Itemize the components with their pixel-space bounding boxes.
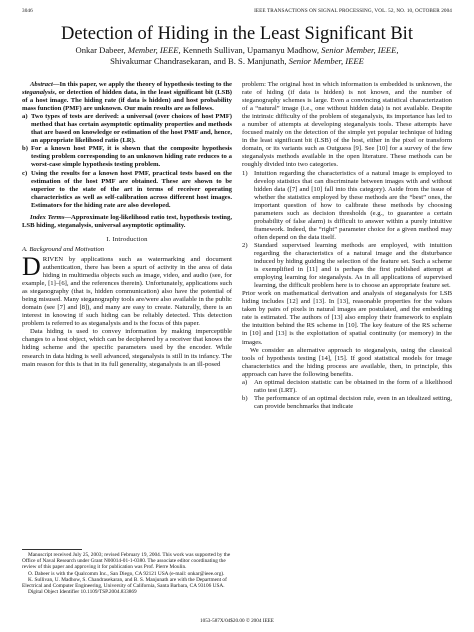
list-item: b) For a known host PMF, it is shown that the composite hypothesis testing problem corresponding to an unknown hiding rate reduces to a worst-case simple hypothesis testing problem. — [22, 145, 232, 169]
journal-name: IEEE TRANSACTIONS ON SIGNAL PROCESSING, VOL. 52, NO. 10, OCTOBER 2004 — [254, 8, 452, 14]
author-line-1: Onkar Dabeer, Member, IEEE, Kenneth Sullivan, Upamanyu Madhow, Senior Member, IEEE, — [75, 45, 399, 55]
author-line-2: Shivakumar Chandrasekaran, and B. S. Manjunath, Senior Member, IEEE — [110, 55, 364, 66]
footnote-line: Digital Object Identifier 10.1109/TSP.2004.833869 — [28, 589, 137, 596]
running-header — [22, 8, 452, 16]
category-list — [242, 170, 452, 291]
list-item: 1) Intuition regarding the characteristics of a natural image is employed to develop statistics that can discriminate between images with and without hidden data ([7] and [10] fall into this category). Aside from the issue of whether the statistics employed by these methods are the “best” ones, the important question of how to calibrate these methods by choosing parameters such as decision thresholds (e.g., to guarantee a certain probability of false alarm) is difficult to answer within a purely intuitive framework. Indeed, the “right” parameter choice for a given method may often depend on the data itself. — [242, 169, 452, 241]
paper-title: Detection of Hiding in the Least Significant Bit — [61, 24, 413, 44]
footnote-rule — [22, 549, 82, 550]
right-paragraph-3: We consider an alternative approach to steganalysis, using the classical tools of hypothesis testing [14], [15]. If good statistical models for image characteristics and the hiding process are available, then, in principle, this approach can have the following benefits. — [242, 346, 452, 378]
dropcap: D — [22, 251, 41, 281]
intro-paragraph-2: Data hiding is used to convey information by making imperceptible changes to a host object, which can be deciphered by a receiver that knows the hiding scheme and the specific parameters used by the encoder. While research in data hiding is well advanced, steganalysis is still in its infancy. The main reason for this is that in its full generality, steganalysis is an ill-posed — [22, 328, 232, 368]
copyright-line: 1053-587X/04$20.00 © 2004 IEEE — [200, 618, 274, 624]
list-item: b) The performance of an optimal decision rule, even in an idealized setting, can provide benchmarks that indicate — [242, 394, 452, 410]
index-terms: Index Terms—Approximate log-likelihood ratio test, hypothesis testing, LSB hiding, steganalysis, universal asymptotic optimality. — [22, 213, 232, 229]
subsection-title: A. Background and Motivation — [22, 245, 105, 253]
benefits-list — [242, 379, 452, 411]
author-block — [30, 45, 444, 66]
footnote-line: Manuscript received July 25, 2003; revised February 19, 2004. This work was supported by the Office of Naval Research under Grant N00014-01-1-0380. The associate editor coordinating the review of this paper and approving it for publication was Prof. Pierre Moulin. — [22, 552, 231, 571]
right-paragraph-1: problem: The original host in which information is embedded is unknown, the rate of hiding (if data is hidden) is not known, and the number of steganography schemes is large. Even a convincing statistical characterization of a “natural” image (i.e., one without hidden data) is not available. Despite the intrinsic difficulty of the problem of steganalysis, its importance has led to a number of attempts at developing steganalysis tools. These attempts have focused mainly on the detection of the simple yet popular technique of hiding in the least significant bit (LSB) of the host, either in the pixel or transform domain, or its variants such as Outguess [9]. See [10] for a survey of the few steganalysis methods available in the open literature. These methods can be roughly divided into two categories. — [242, 81, 452, 169]
list-item: a) An optimal decision statistic can be obtained in the form of a likelihood ratio test (LRT). — [242, 378, 452, 394]
list-item: c) Using the results for a known host PMF, practical tests based on the estimation of the host PMF are obtained. These are shown to be superior to the state of the art in terms of receiver operating characteristics as well as self-calibration across different host images. Estimators for the hiding rate are also developed. — [22, 169, 232, 209]
list-item: 2) Standard supervised learning methods are employed, with intuition regarding the characteristics of a natural image and the disturbance induced by hiding guiding the selection of the feature set. Such a scheme is exemplified in [11] and is perhaps the first published attempt at employing learning for steganalysis. As in all applications of supervised learning, the difficult problem here is to choose an appropriate feature set. — [242, 241, 452, 290]
footnote-line: O. Dabeer is with the Qualcomm Inc., San Diego, CA 92121 USA (e-mail: onkar@ieee.org). — [28, 570, 225, 577]
page-number: 3046 — [22, 8, 33, 14]
footnote-line: K. Sullivan, U. Madhow, S. Chandrasekaran, and B. S. Manjunath are with the Department of Electrical and Computer Engineering, University of California, Santa Barbara, CA 93106 USA. — [22, 576, 227, 590]
list-item: a) Two types of tests are derived: a universal (over choices of host PMF) method that has certain asymptotic optimality properties and methods that are based on knowledge or estimation of the host PMF and, hence, an appropriate likelihood ratio (LR). — [22, 113, 232, 145]
left-column — [22, 81, 232, 369]
abstract-results-list — [22, 113, 232, 210]
footnote — [22, 552, 232, 595]
right-paragraph-2: Prior work on mathematical derivation and analysis of steganalysis for LSB hiding includes [12] and [13]. In [13], reasonable properties for the values taken by pairs of pixels in natural images are postulated, and the embedding rate is estimated. The authors of [13] also employ their framework to explain the intuition behind the RS scheme in [10]. The key feature of the RS scheme in [10] and [13] is the exploitation of spatial continuity (or memory) in the images. — [242, 290, 452, 346]
right-column — [242, 81, 452, 411]
section-title: I. Introduction — [106, 235, 148, 243]
abstract: Abstract—In this paper, we apply the theory of hypothesis testing to the steganalysis, or detection of hidden data, in the least significant bit (LSB) of a host image. The hiding rate (if data is hidden) and host probability mass function (PMF) are unknown. Our main results are as follows. — [22, 81, 232, 113]
intro-paragraph-1: DRIVEN by applications such as watermarking and document authentication, there has been a spurt of activity in the area of data hiding in multimedia objects such as image, video, and audio (see, for example, [1]–[6], and the references therein). Unfortunately, applications such as steganography (that is, hidden communication) also have the potential of being misused. Many steganography tools are/were also available in the public domain (see [7] and [8]), and many are easy to create. Naturally, there is an interest in knowing if such hiding can be reliably detected. This detection problem is referred to as steganalysis and is the focus of this paper. — [22, 251, 232, 328]
